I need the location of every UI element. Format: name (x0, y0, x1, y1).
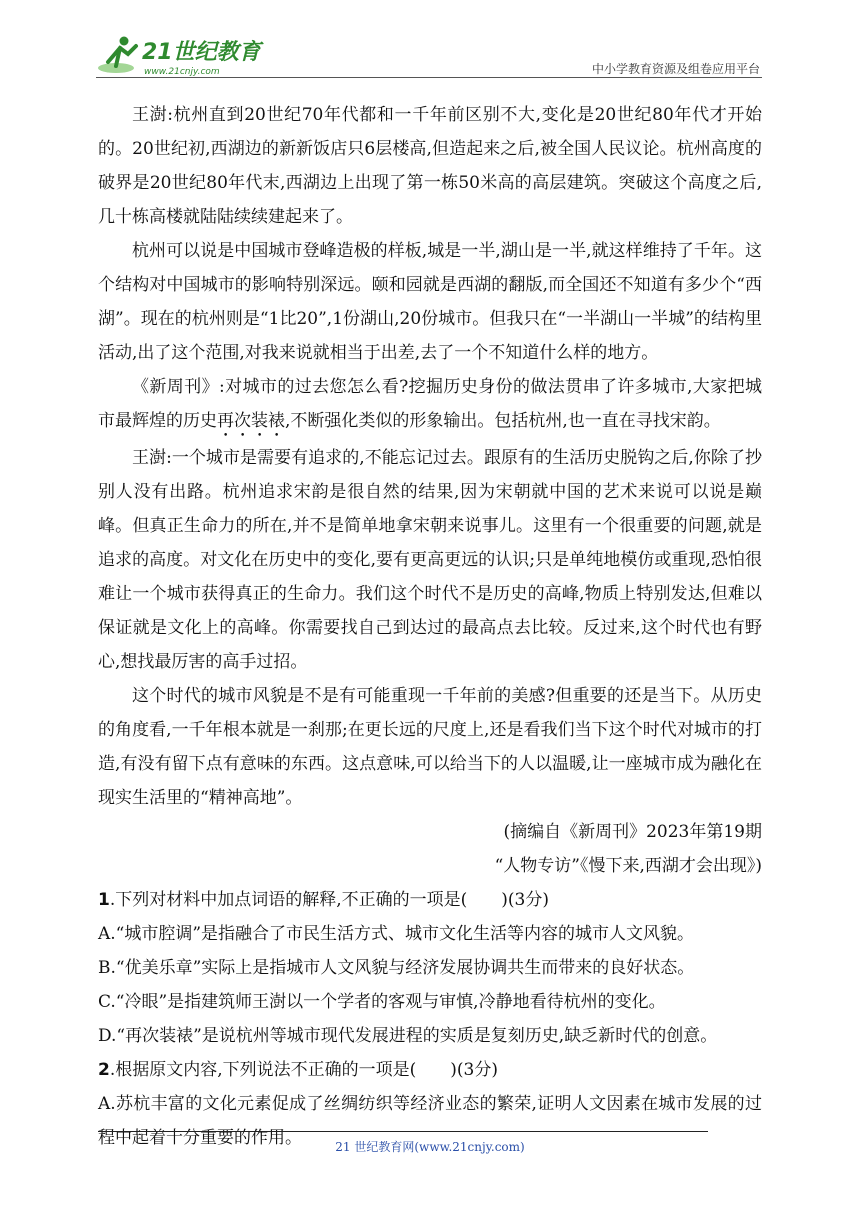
footer-divider (98, 1131, 708, 1132)
paragraph (98, 370, 762, 441)
page-footer: 21 世纪教育网(www.21cnjy.com) (335, 1140, 525, 1154)
question-1 (98, 883, 762, 917)
question-stem: .下列对材料中加点词语的解释,不正确的一项是( )(3分) (109, 890, 549, 910)
option-c: C.“冷眼”是指建筑师王澍以一个学者的客观与审慎,冷静地看待杭州的变化。 (98, 992, 666, 1012)
question-stem: .根据原文内容,下列说法不正确的一项是( )(3分) (109, 1060, 498, 1080)
paragraph: 王澍:一个城市是需要有追求的,不能忘记过去。跟原有的生活历史脱钩之后,你除了抄别人没有出路。杭州追求宋韵是很自然的结果,因为宋朝就中国的艺术来说可以说是巅峰。但真正生命力的所在,并不是简单地拿宋朝来说事儿。这里有一个很重要的问题,就是追求的高度。对文化在历史中的变化,要有更高更远的认识;只是单纯地模仿或重现,恐怕很难让一个城市获得真正的生命力。我们这个时代不是历史的高峰,物质上特别发达,但难以保证就是文化上的高峰。你需要找自己到达过的最高点去比较。反过来,这个时代也有野心,想找最厉害的高手过招。 (98, 448, 762, 672)
svg-text:www.21cnjy.com: www.21cnjy.com (144, 67, 220, 77)
page-header (96, 32, 762, 78)
question-2 (98, 1053, 762, 1087)
site-logo (96, 32, 266, 78)
source-line: “人物专访”《慢下来,西湖才会出现》) (494, 856, 762, 876)
option-d: D.“再次装裱”是说杭州等城市现代发展进程的实质是复刻历史,缺乏新时代的创意。 (98, 1026, 718, 1046)
option-a: A.苏杭丰富的文化元素促成了丝绸纺织等经济业态的繁荣,证明人文因素在城市发展的过程中起着十分重要的作用。 (98, 1094, 762, 1148)
paragraph: 杭州可以说是中国城市登峰造极的样板,城是一半,湖山是一半,就这样维持了千年。这个结构对中国城市的影响特别深远。颐和园就是西湖的翻版,而全国还不知道有多少个“西湖”。现在的杭州则是“1比20”,1份湖山,20份城市。但我只在“一半湖山一半城”的结构里活动,出了这个范围,对我来说就相当于出差,去了一个不知道什么样的地方。 (98, 241, 762, 363)
paragraph: 王澍:杭州直到20世纪70年代都和一千年前区别不大,变化是20世纪80年代才开始的。20世纪初,西湖边的新新饭店只6层楼高,但造起来之后,被全国人民议论。杭州高度的破界是20世纪80年代末,西湖边上出现了第一栋50米高的高层建筑。突破这个高度之后,几十栋高楼就陆陆续续建起来了。 (98, 105, 762, 227)
paragraph-text: 《新周刊》:对城市的过去您怎么看?挖掘历史身份的做法贯串了许多城市,大家把城市最辉煌的历史 (98, 377, 762, 431)
question-number: 2 (98, 1060, 110, 1080)
option-b: B.“优美乐章”实际上是指城市人文风貌与经济发展协调共生而带来的良好状态。 (98, 958, 695, 978)
header-divider (96, 77, 762, 78)
platform-name: 中小学教育资源及组卷应用平台 (591, 62, 760, 76)
article-body (98, 98, 762, 1155)
dotted-term: 再次装裱 (217, 411, 285, 431)
paragraph: 这个时代的城市风貌是不是有可能重现一千年前的美感?但重要的还是当下。从历史的角度看,一千年根本就是一刹那;在更长远的尺度上,还是看我们当下这个时代对城市的打造,有没有留下点有意味的东西。这点意味,可以给当下的人以温暖,让一座城市成为融化在现实生活里的“精神高地”。 (98, 686, 762, 808)
option-a: A.“城市腔调”是指融合了市民生活方式、城市文化生活等内容的城市人文风貌。 (98, 924, 695, 944)
question-number: 1 (98, 890, 110, 910)
source-line: (摘编自《新周刊》2023年第19期 (503, 822, 762, 842)
svg-text:21世纪教育: 21世纪教育 (142, 40, 261, 65)
paragraph-text: ,不断强化类似的形象输出。包括杭州,也一直在寻找宋韵。 (285, 411, 721, 431)
